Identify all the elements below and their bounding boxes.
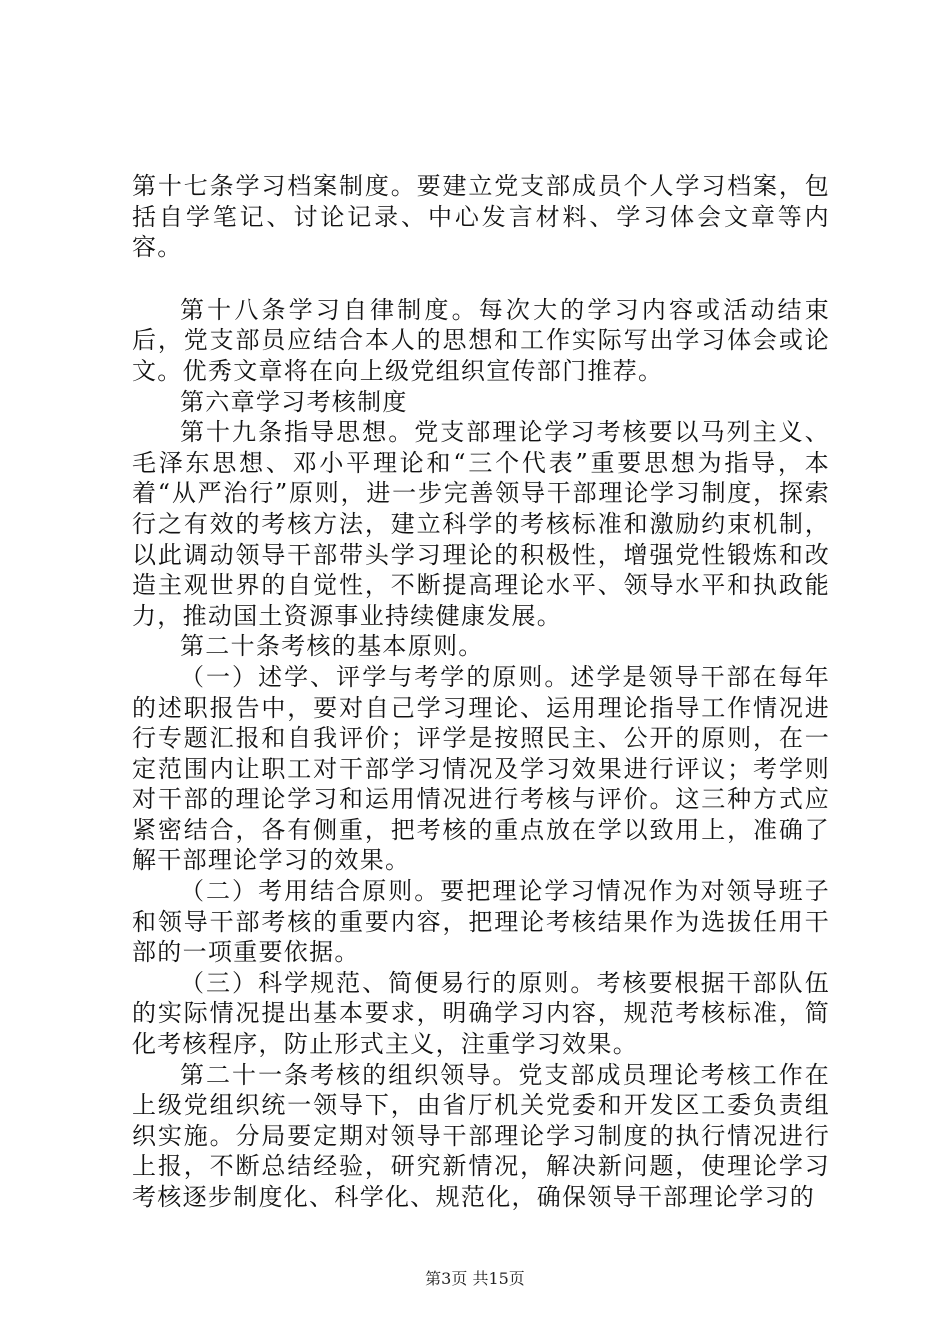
paragraph-principle-3: （三）科学规范、简便易行的原则。考核要根据干部队伍的实际情况提出基本要求，明确学习内容，规范考核标准，简化考核程序，防止形式主义，注重学习效果。 bbox=[132, 968, 830, 1059]
paragraph-article-20: 第二十条考核的基本原则。 bbox=[180, 632, 484, 661]
paragraph-principle-2: （二）考用结合原则。要把理论学习情况作为对领导班子和领导干部考核的重要内容，把理论考核结果作为选拔任用干部的一项重要依据。 bbox=[132, 877, 830, 967]
paragraph-article-17: 第十七条学习档案制度。要建立党支部成员个人学习档案，包括自学笔记、讨论记录、中心发言材料、学习体会文章等内容。 bbox=[132, 172, 830, 262]
paragraph-article-21: 第二十一条考核的组织领导。党支部成员理论考核工作在上级党组织统一领导下，由省厅机关党委和开发区工委负责组织实施。分局要定期对领导干部理论学习制度的执行情况进行上报，不断总结经验，研究新情况，解决新问题，使理论学习考核逐步制度化、科学化、规范化，确保领导干部理论学习的 bbox=[132, 1060, 830, 1211]
chapter-heading: 第六章学习考核制度 bbox=[180, 387, 408, 416]
page-number-footer: 第3页 共15页 bbox=[425, 1269, 525, 1288]
document-body bbox=[132, 171, 830, 1213]
paragraph-principle-1: （一）述学、评学与考学的原则。述学是领导干部在每年的述职报告中，要对自己学习理论、运用理论指导工作情况进行专题汇报和自我评价；评学是按照民主、公开的原则，在一定范围内让职工对干部学习情况及学习效果进行评议；考学则对干部的理论学习和运用情况进行考核与评价。这三种方式应紧密结合，各有侧重，把考核的重点放在学以致用上，准确了解干部理论学习的效果。 bbox=[132, 662, 830, 875]
paragraph-article-18: 第十八条学习自律制度。每次大的学习内容或活动结束后，党支部员应结合本人的思想和工作实际写出学习体会或论文。优秀文章将在向上级党组织宣传部门推荐。 bbox=[132, 295, 830, 385]
paragraph-article-19: 第十九条指导思想。党支部理论学习考核要以马列主义、毛泽东思想、邓小平理论和“三个代表”重要思想为指导，本着“从严治行”原则，进一步完善领导干部理论学习制度，探索行之有效的考核方法，建立科学的考核标准和激励约束机制，以此调动领导干部带头学习理论的积极性，增强党性锻炼和改造主观世界的自觉性，不断提高理论水平、领导水平和执政能力，推动国土资源事业持续健康发展。 bbox=[132, 418, 830, 630]
